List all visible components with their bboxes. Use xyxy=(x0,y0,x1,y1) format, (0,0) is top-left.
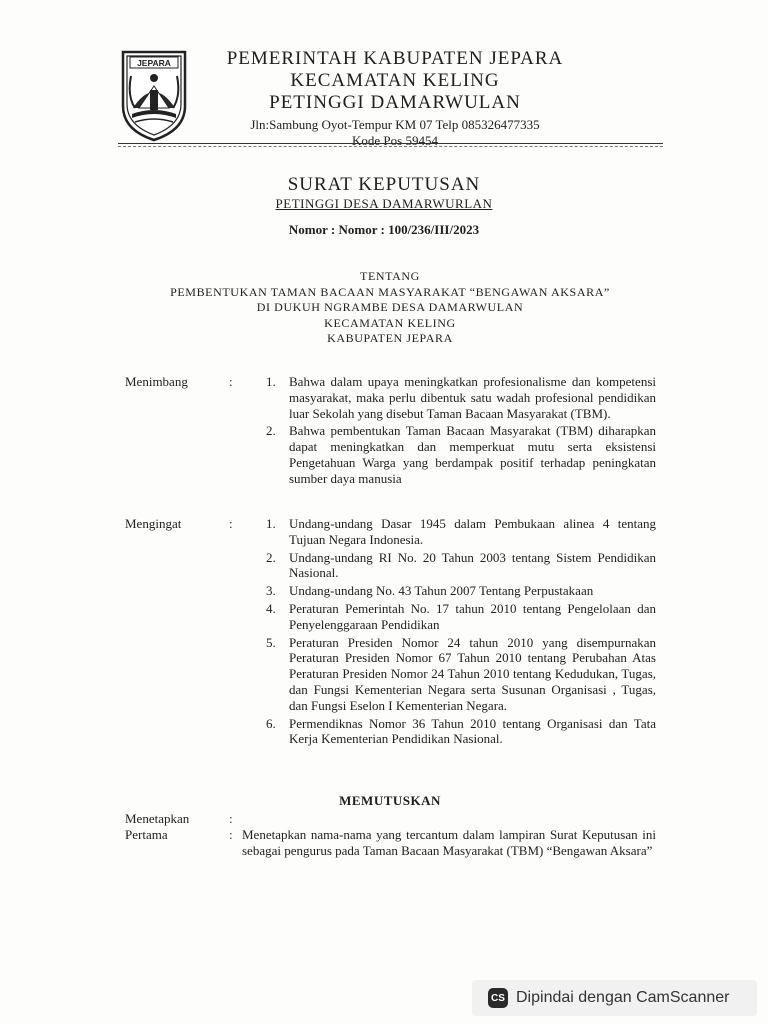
camscanner-watermark xyxy=(472,980,757,1016)
list-number: 2. xyxy=(266,423,276,439)
letterhead-address: Jln:Sambung Oyot-Tempur KM 07 Telp 085326477335 xyxy=(250,117,540,132)
pertama-colon: : xyxy=(229,827,233,842)
list-item xyxy=(266,550,656,582)
mengingat-label: Mengingat xyxy=(125,516,182,531)
list-item xyxy=(266,423,656,486)
menimbang-list xyxy=(266,374,656,489)
list-item xyxy=(266,716,656,748)
letterhead-divider xyxy=(118,143,663,144)
menimbang-label: Menimbang xyxy=(125,374,188,389)
regency-emblem-logo xyxy=(119,46,189,142)
menetapkan-colon: : xyxy=(229,811,233,826)
list-number: 3. xyxy=(266,583,276,599)
subject-block xyxy=(0,269,768,347)
list-text: Peraturan Pemerintah No. 17 tahun 2010 tentang Pengelolaan dan Penyelenggaraan Pendidikan xyxy=(289,600,656,632)
pertama-label: Pertama xyxy=(125,827,168,842)
document-number: Nomor : Nomor : 100/236/III/2023 xyxy=(288,222,480,237)
list-text: Peraturan Presiden Nomor 24 tahun 2010 yang disempurnakan Peraturan Presiden Nomor 67 Tahun 2010 tentang Perubahan Atas Peraturan Presiden Nomor 24 Tahun 2010 tentang Kedudukan, Tugas, dan Fungsi Kementerian Negara serta Susunan Organisasi , Tugas, dan Fungsi Eselon I Kementerian Negara. xyxy=(289,634,656,713)
letterhead-district: KECAMATAN KELING xyxy=(290,70,500,91)
document-issuer-text: PETINGGI DESA DAMARWURLAN xyxy=(275,196,493,211)
letterhead-village-head: PETINGGI DAMARWULAN xyxy=(269,92,521,113)
letterhead-divider-secondary xyxy=(118,146,663,147)
list-item xyxy=(266,583,656,599)
decision-heading: MEMUTUSKAN xyxy=(339,793,441,808)
list-number: 2. xyxy=(266,549,276,565)
menetapkan-label: Menetapkan xyxy=(125,811,190,826)
mengingat-list xyxy=(266,516,656,749)
list-item xyxy=(266,601,656,633)
list-number: 1. xyxy=(266,374,276,389)
subject-line: DI DUKUH NGRAMBE DESA DAMARWULAN xyxy=(256,300,524,314)
list-text: Bahwa pembentukan Taman Bacaan Masyarakat (TBM) diharapkan dapat meningkatkan dan memperkuat mutu serta eksistensi Pengetahuan Warga yang berdampak positif terhadap peningkatan sumber daya manusia xyxy=(289,423,656,486)
mengingat-colon: : xyxy=(229,516,233,531)
list-item xyxy=(266,374,656,421)
letterhead-government: PEMERINTAH KABUPATEN JEPARA xyxy=(226,48,564,69)
menimbang-colon: : xyxy=(229,374,233,389)
list-item xyxy=(266,635,656,714)
document-title: SURAT KEPUTUSAN xyxy=(287,174,481,195)
list-number: 6. xyxy=(266,715,276,731)
list-text: Undang-undang No. 43 Tahun 2007 Tentang Perpustakaan xyxy=(289,583,594,599)
list-text: Bahwa dalam upaya meningkatkan profesionalisme dan kompetensi masyarakat, maka perlu dibentuk satu wadah profesional pendidikan luar Sekolah yang disebut Taman Bacaan Masyarakat (TBM). xyxy=(289,374,656,421)
letterhead xyxy=(195,48,595,149)
document-issuer xyxy=(0,196,768,212)
subject-heading: TENTANG xyxy=(360,269,420,283)
camscanner-icon: CS xyxy=(488,988,508,1008)
logo-label: JEPARA xyxy=(137,58,171,68)
letterhead-postcode: Kode Pos 59454 xyxy=(352,133,438,148)
subject-line: KECAMATAN KELING xyxy=(324,315,456,330)
list-text: Permendiknas Nomor 36 Tahun 2010 tentang Organisasi dan Tata Kerja Kementerian Pendidikan Nasional. xyxy=(289,715,656,747)
subject-line: KABUPATEN JEPARA xyxy=(327,331,453,345)
camscanner-text: Dipindai dengan CamScanner xyxy=(516,989,730,1006)
pertama-text: Menetapkan nama-nama yang tercantum dalam lampiran Surat Keputusan ini sebagai pengurus pada Taman Bacaan Masyarakat (TBM) “Bengawan Aksara” xyxy=(242,827,656,858)
list-number: 4. xyxy=(266,600,276,616)
list-item xyxy=(266,516,656,548)
list-text: Undang-undang RI No. 20 Tahun 2003 tentang Sistem Pendidikan Nasional. xyxy=(289,549,656,581)
list-text: Undang-undang Dasar 1945 dalam Pembukaan alinea 4 tentang Tujuan Negara Indonesia. xyxy=(289,516,656,547)
subject-line: PEMBENTUKAN TAMAN BACAAN MASYARAKAT “BENGAWAN AKSARA” xyxy=(170,284,610,299)
list-number: 5. xyxy=(266,634,276,650)
list-number: 1. xyxy=(266,516,276,531)
